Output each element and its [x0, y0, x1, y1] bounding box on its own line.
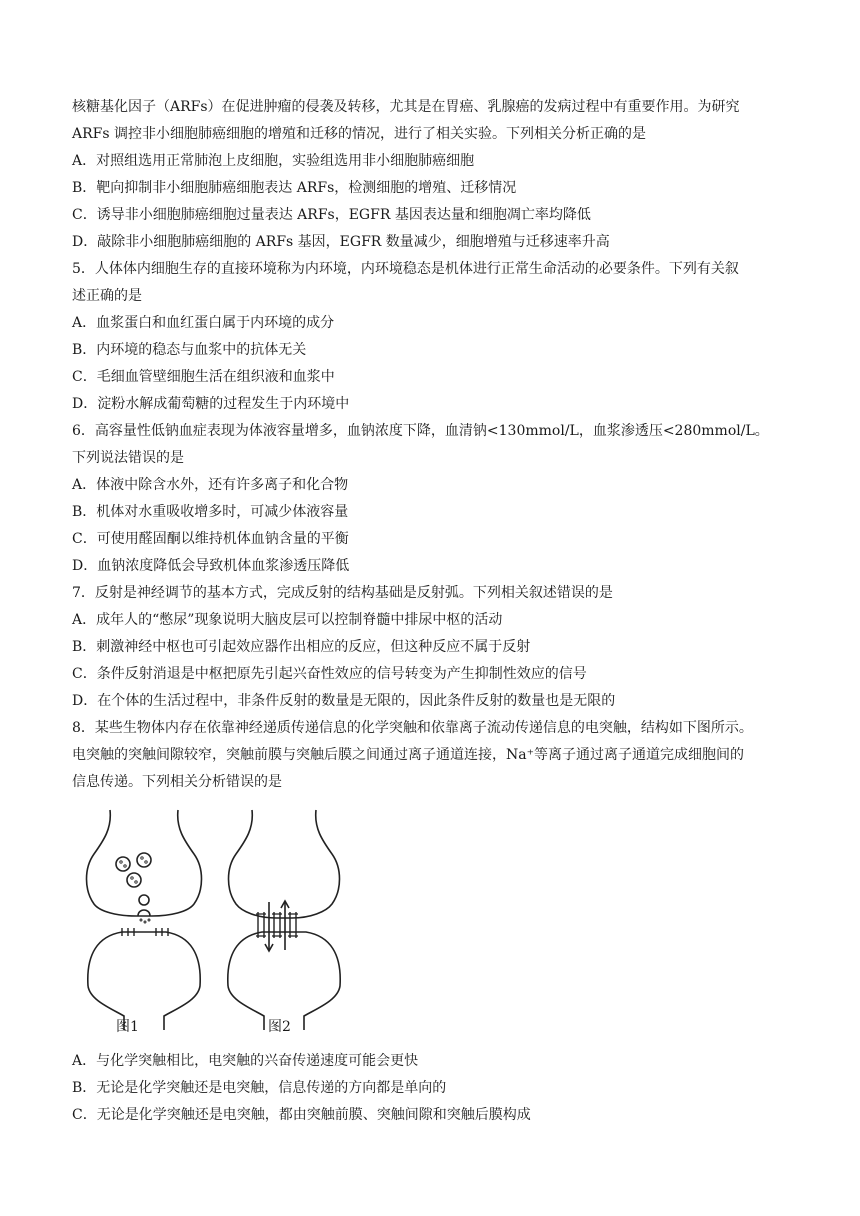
- option-a: A．成年人的“憋尿”现象说明大脑皮层可以控制脊髓中排尿中枢的活动: [72, 612, 503, 628]
- option-c: C．诱导非小细胞肺癌细胞过量表达 ARFs，EGFR 基因表达量和细胞凋亡率均降低: [72, 207, 591, 223]
- option-b: B．靶向抑制非小细胞肺癌细胞表达 ARFs，检测细胞的增殖、迁移情况: [72, 180, 517, 196]
- exam-page: [72, 94, 802, 1129]
- option-a: A．对照组选用正常肺泡上皮细胞，实验组选用非小细胞肺癌细胞: [72, 153, 475, 169]
- option-d: D．敲除非小细胞肺癌细胞的 ARFs 基因，EGFR 数量减少，细胞增殖与迁移速率升高: [72, 234, 610, 250]
- option-a: A．血浆蛋白和血红蛋白属于内环境的成分: [72, 315, 335, 331]
- option-b: B．刺激神经中枢也可引起效应器作出相应的反应，但这种反应不属于反射: [72, 639, 531, 655]
- synapse-figure: [72, 804, 802, 1044]
- question-stem: 述正确的是: [72, 288, 142, 304]
- option-c: C．无论是化学突触还是电突触，都由突触前膜、突触间隙和突触后膜构成: [72, 1107, 531, 1123]
- option-a: A．与化学突触相比，电突触的兴奋传递速度可能会更快: [72, 1053, 419, 1069]
- option-c: C．条件反射消退是中枢把原先引起兴奋性效应的信号转变为产生抑制性效应的信号: [72, 666, 587, 682]
- figure-2-caption: 图2: [268, 1019, 291, 1035]
- question-stem: 核糖基化因子（ARFs）在促进肿瘤的侵袭及转移，尤其是在胃癌、乳腺癌的发病过程中有重要作用。为研究: [72, 99, 740, 115]
- option-b: B．机体对水重吸收增多时，可减少体液容量: [72, 504, 349, 520]
- option-c: C．可使用醛固酮以维持机体血钠含量的平衡: [72, 531, 349, 547]
- question-stem: 下列说法错误的是: [72, 450, 184, 466]
- question-stem: 信息传递。下列相关分析错误的是: [72, 774, 282, 790]
- option-b: B．内环境的稳态与血浆中的抗体无关: [72, 342, 307, 358]
- question-stem: ARFs 调控非小细胞肺癌细胞的增殖和迁移的情况，进行了相关实验。下列相关分析正确的是: [72, 126, 646, 142]
- question-4: [72, 94, 802, 256]
- question-stem: 6．高容量性低钠血症表现为体液容量增多，血钠浓度下降，血清钠<130mmol/L，血浆渗透压<280mmol/L。: [72, 423, 769, 439]
- question-stem: 电突触的突触间隙较窄，突触前膜与突触后膜之间通过离子通道连接，Na⁺等离子通过离子通道完成细胞间的: [72, 747, 744, 763]
- question-8: [72, 715, 802, 1129]
- option-d: D．淀粉水解成葡萄糖的过程发生于内环境中: [72, 396, 350, 412]
- option-a: A．体液中除含水外，还有许多离子和化合物: [72, 477, 349, 493]
- question-5: [72, 256, 802, 418]
- question-7: [72, 580, 802, 715]
- question-stem: 5．人体体内细胞生存的直接环境称为内环境，内环境稳态是机体进行正常生命活动的必要条件。下列有关叙: [72, 261, 739, 277]
- option-c: C．毛细血管壁细胞生活在组织液和血浆中: [72, 369, 335, 385]
- chemical-synapse-drawing: [87, 810, 202, 1030]
- question-stem: 8．某些生物体内存在依靠神经递质传递信息的化学突触和依靠离子流动传递信息的电突触，结构如下图所示。: [72, 720, 753, 736]
- question-6: [72, 418, 802, 580]
- option-d: D．在个体的生活过程中，非条件反射的数量是无限的，因此条件反射的数量也是无限的: [72, 693, 616, 709]
- option-b: B．无论是化学突触还是电突触，信息传递的方向都是单向的: [72, 1080, 447, 1096]
- figure-1-caption: 图1: [116, 1019, 139, 1035]
- option-d: D．血钠浓度降低会导致机体血浆渗透压降低: [72, 558, 350, 574]
- synapse-diagram: [78, 804, 368, 1040]
- electrical-synapse-drawing: [228, 810, 340, 1030]
- question-stem: 7．反射是神经调节的基本方式，完成反射的结构基础是反射弧。下列相关叙述错误的是: [72, 585, 613, 601]
